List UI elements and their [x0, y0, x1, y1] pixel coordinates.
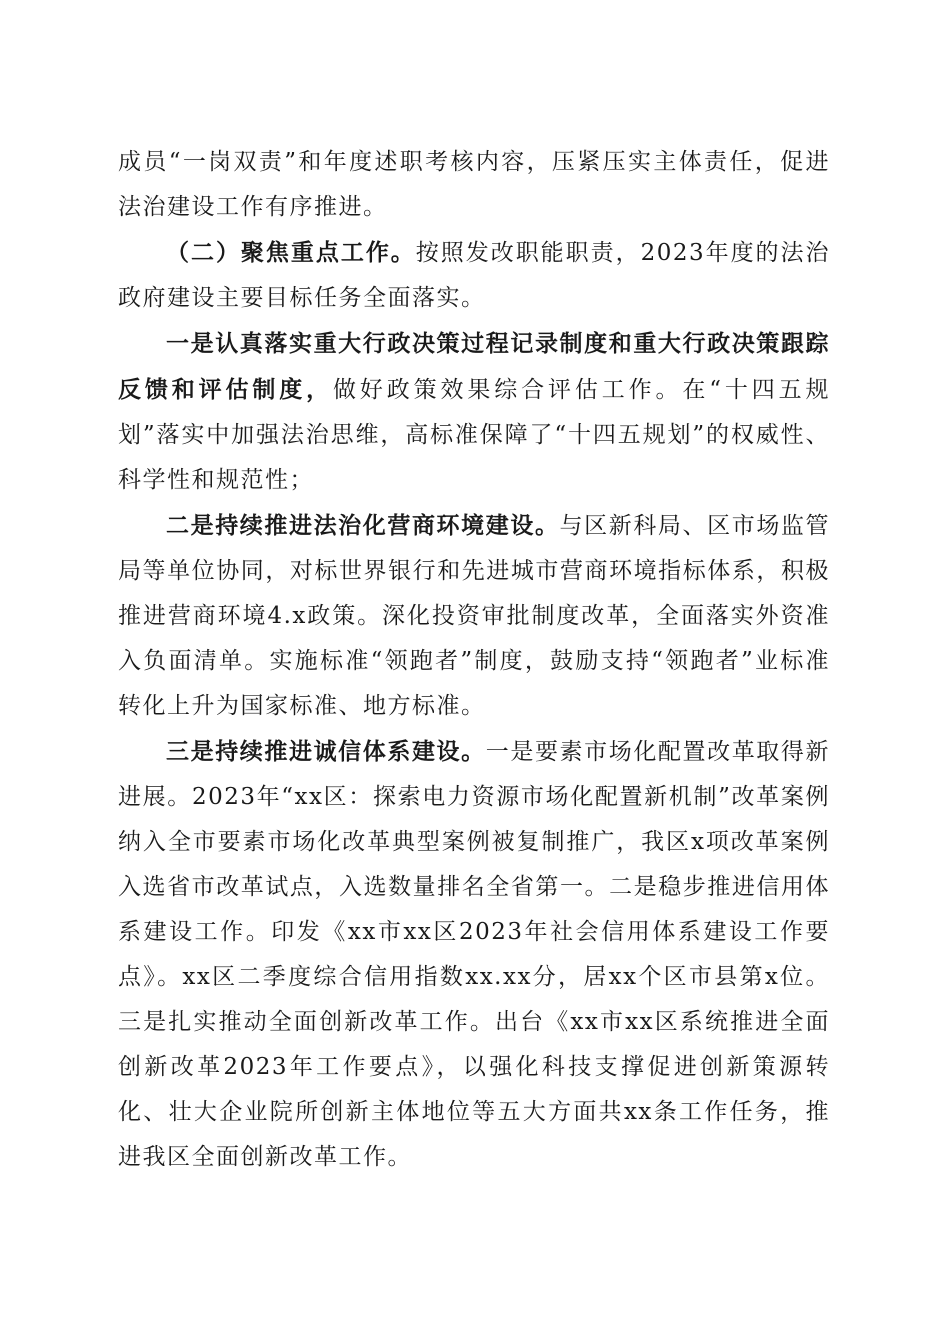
paragraph-continuation — [118, 140, 830, 230]
paragraph-text: 与区新科局、区市场监管局等单位协同，对标世界银行和先进城市营商环境指标体系，积极推进营商环境4.x政策。深化投资审批制度改革，全面落实外资准入负面清单。实施标准“领跑者”制度，鼓励支持“领跑者”业标准转化上升为国家标准、地方标准。 — [118, 513, 831, 719]
item-lead-three: 三是持续推进诚信体系建设。 — [166, 738, 486, 765]
document-body — [118, 140, 830, 1180]
paragraph-key-work — [118, 230, 830, 321]
paragraph-item-two — [118, 503, 830, 729]
paragraph-item-three — [118, 729, 830, 1180]
item-lead-two: 二是持续推进法治化营商环境建设。 — [166, 512, 560, 539]
item-lead-one: 一是认真落实重大行政决策过程记录制度和重大行政决策跟踪反馈和评估制度， — [118, 330, 830, 403]
paragraph-text: 做好政策效果综合评估工作。在“十四五规划”落实中加强法治思维，高标准保障了“十四五规划”的权威性、科学性和规范性； — [118, 377, 830, 493]
paragraph-text: 一是要素市场化配置改革取得新进展。2023年“xx区：探索电力资源市场化配置新机制”改革案例纳入全市要素市场化改革典型案例被复制推广，我区x项改革案例入选省市改革试点，入选数量排名全省第一。二是稳步推进信用体系建设工作。印发《xx市xx区2023年社会信用体系建设工作要点》。xx区二季度综合信用指数xx.xx分，居xx个区市县第x位。三是扎实推动全面创新改革工作。出台《xx市xx区系统推进全面创新改革2023年工作要点》，以强化科技支撑促进创新策源转化、壮大企业院所创新主体地位等五大方面共xx条工作任务，推进我区全面创新改革工作。 — [118, 739, 831, 1170]
section-heading-key-work: （二）聚焦重点工作。 — [166, 239, 416, 266]
paragraph-text: 按照发改职能职责，2023年度的法治政府建设主要目标任务全面落实。 — [118, 240, 830, 311]
paragraph-item-one — [118, 321, 830, 503]
paragraph-text: 成员“一岗双责”和年度述职考核内容，压紧压实主体责任，促进法治建设工作有序推进。 — [118, 149, 830, 220]
